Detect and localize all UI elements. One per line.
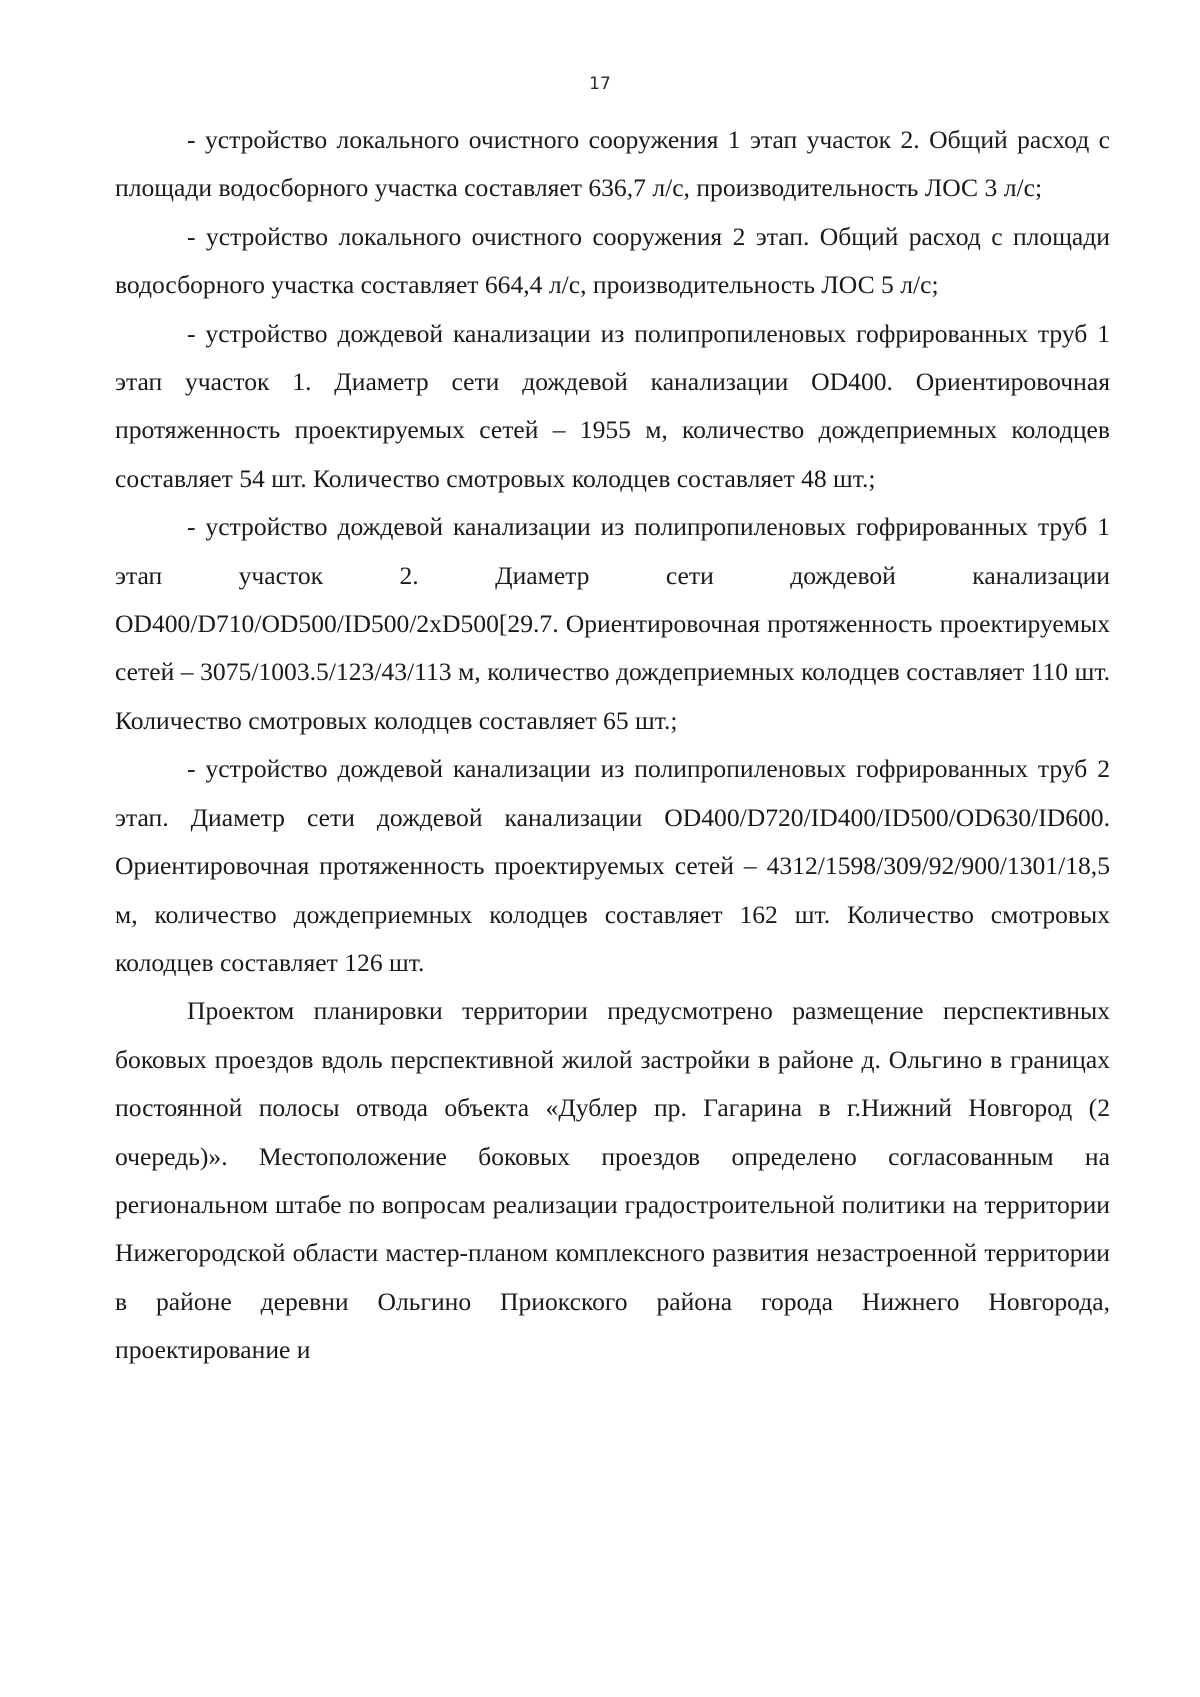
paragraph-drainage-stage2: - устройство дождевой канализации из полипропиленовых гофрированных труб 2 этап. Диаметр сети дождевой канализации OD400/D720/ID400/ID500/OD630/ID600. Ориентировочная протяженность проектируемых сетей – 4312/1598/309/92/900/1301/18,5 м, количество дождеприемных колодцев составляет 162 шт. Количество смотровых колодцев составляет 126 шт.: [115, 754, 1110, 977]
paragraph-loc-stage1-plot2: - устройство локального очистного сооружения 1 этап участок 2. Общий расход с площади водосборного участка составляет 636,7 л/с, производительность ЛОС 3 л/с;: [115, 125, 1110, 203]
paragraph-drainage-stage1-plot2: - устройство дождевой канализации из полипропиленовых гофрированных труб 1 этап участок 2. Диаметр сети дождевой канализации OD400/D710/OD500/ID500/2xD500[29.7. Ориентировочная протяженность проектируемых сетей – 3075/1003.5/123/43/113 м, количество дождеприемных колодцев составляет 110 шт. Количество смотровых колодцев составляет 65 шт.;: [115, 512, 1110, 735]
paragraph-side-roads: Проектом планировки территории предусмотрено размещение перспективных боковых проездов вдоль перспективной жилой застройки в районе д. Ольгино в границах постоянной полосы отвода объекта «Дублер пр. Гагарина в г.Нижний Новгород (2 очередь)». Местоположение боковых проездов определено согласованным на региональном штабе по вопросам реализации градостроительной политики на территории Нижегородской области мастер-планом комплексного развития незастроенной территории в районе деревни Ольгино Приокского района города Нижнего Новгорода, проектирование и: [115, 996, 1110, 1365]
page-number: 17: [589, 74, 611, 94]
document-body: [115, 116, 1110, 1375]
paragraph-loc-stage2: - устройство локального очистного сооружения 2 этап. Общий расход с площади водосборного участка составляет 664,4 л/с, производительность ЛОС 5 л/с;: [115, 221, 1110, 300]
paragraph-drainage-stage1-plot1: - устройство дождевой канализации из полипропиленовых гофрированных труб 1 этап участок 1. Диаметр сети дождевой канализации OD400. Ориентировочная протяженность проектируемых сетей – 1955 м, количество дождеприемных колодцев составляет 54 шт. Количество смотровых колодцев составляет 48 шт.;: [115, 318, 1110, 493]
